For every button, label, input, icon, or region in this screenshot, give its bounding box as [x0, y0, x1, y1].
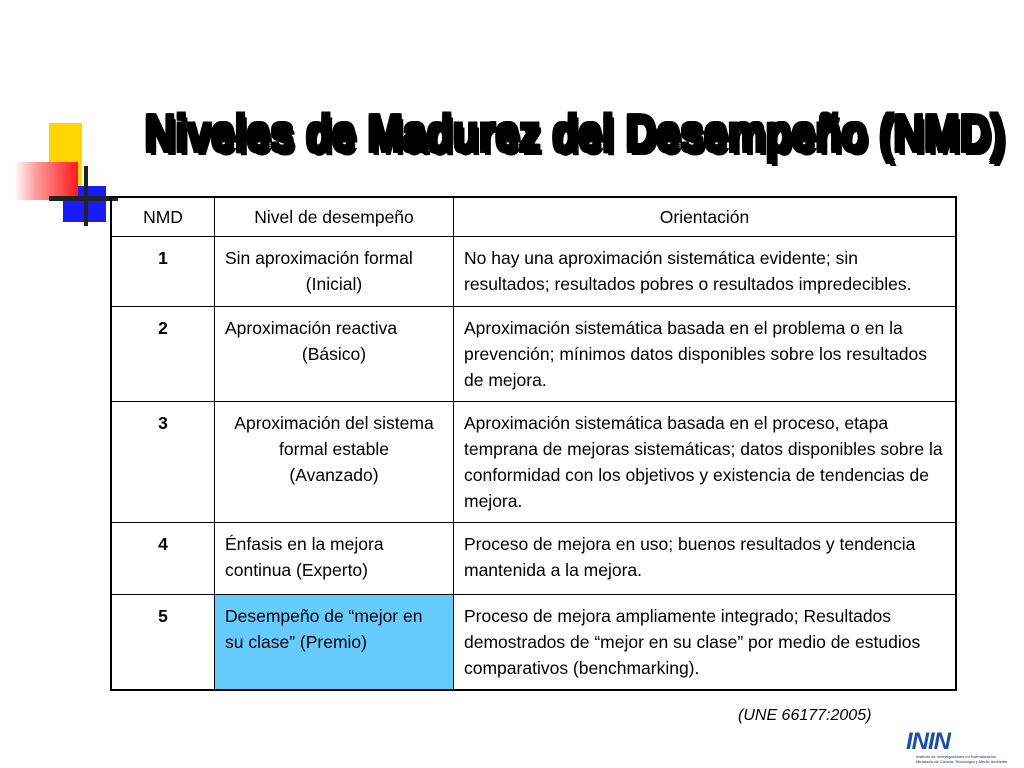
level-orientation: Aproximación sistemática basada en el problema o en la prevención; mínimos datos disponibles sobre los resultados de mejora. [454, 307, 957, 402]
source-citation: (UNE 66177:2005) [738, 707, 872, 724]
decor-red-gradient-bar [14, 162, 78, 200]
table-row [111, 307, 956, 402]
level-orientation: Proceso de mejora ampliamente integrado; Resultados demostrados de “mejor en su clase” por medio de estudios comparativos (benchmarking). [454, 595, 957, 691]
table-header-row [111, 197, 956, 237]
level-number: 1 [111, 237, 215, 307]
table-row [111, 523, 956, 595]
level-name-highlighted: Desempeño de “mejor en su clase” (Premio) [215, 595, 454, 691]
institute-logo [906, 728, 1024, 768]
decor-vertical-line [84, 166, 88, 226]
level-name [215, 402, 454, 523]
logo-line2: Ministerio de Ciencia, Tecnología y Medio Ambiente [916, 759, 1008, 764]
table-row [111, 402, 956, 523]
level-number: 5 [111, 595, 215, 691]
logo-line1: Instituto de Investigaciones en Normalización [916, 754, 997, 759]
level-number: 4 [111, 523, 215, 595]
level-number: 2 [111, 307, 215, 402]
level-orientation: Aproximación sistemática basada en el proceso, etapa temprana de mejoras sistemáticas; datos disponibles sobre la conformidad con los objetivos y existencia de tendencias de mejora. [454, 402, 957, 523]
level-orientation: No hay una aproximación sistemática evidente; sin resultados; resultados pobres o resultados impredecibles. [454, 237, 957, 307]
level-name-line2: (Básico) [301, 344, 367, 364]
level-name-line2: (Inicial) [305, 274, 363, 294]
maturity-levels-table [110, 196, 957, 691]
level-name-line1: Aproximación del sistema formal estable [234, 413, 434, 459]
level-name: Énfasis en la mejora continua (Experto) [215, 523, 454, 595]
logo-mark: ININ [906, 728, 950, 755]
level-name-line1: Aproximación reactiva [225, 318, 398, 338]
table-row [111, 595, 956, 691]
logo-subtitle [916, 754, 1024, 764]
level-orientation: Proceso de mejora en uso; buenos resultados y tendencia mantenida a la mejora. [454, 523, 957, 595]
header-nmd: NMD [111, 197, 215, 237]
page-title: Niveles de Madurez del Desempeño (NMD) [144, 105, 1005, 163]
level-name [215, 307, 454, 402]
level-name [215, 237, 454, 307]
level-name-line2: (Avanzado) [289, 465, 379, 485]
level-name-line1: Sin aproximación formal [225, 248, 413, 268]
table-row [111, 237, 956, 307]
header-orientacion: Orientación [454, 197, 957, 237]
level-number: 3 [111, 402, 215, 523]
header-nivel: Nivel de desempeño [215, 197, 454, 237]
